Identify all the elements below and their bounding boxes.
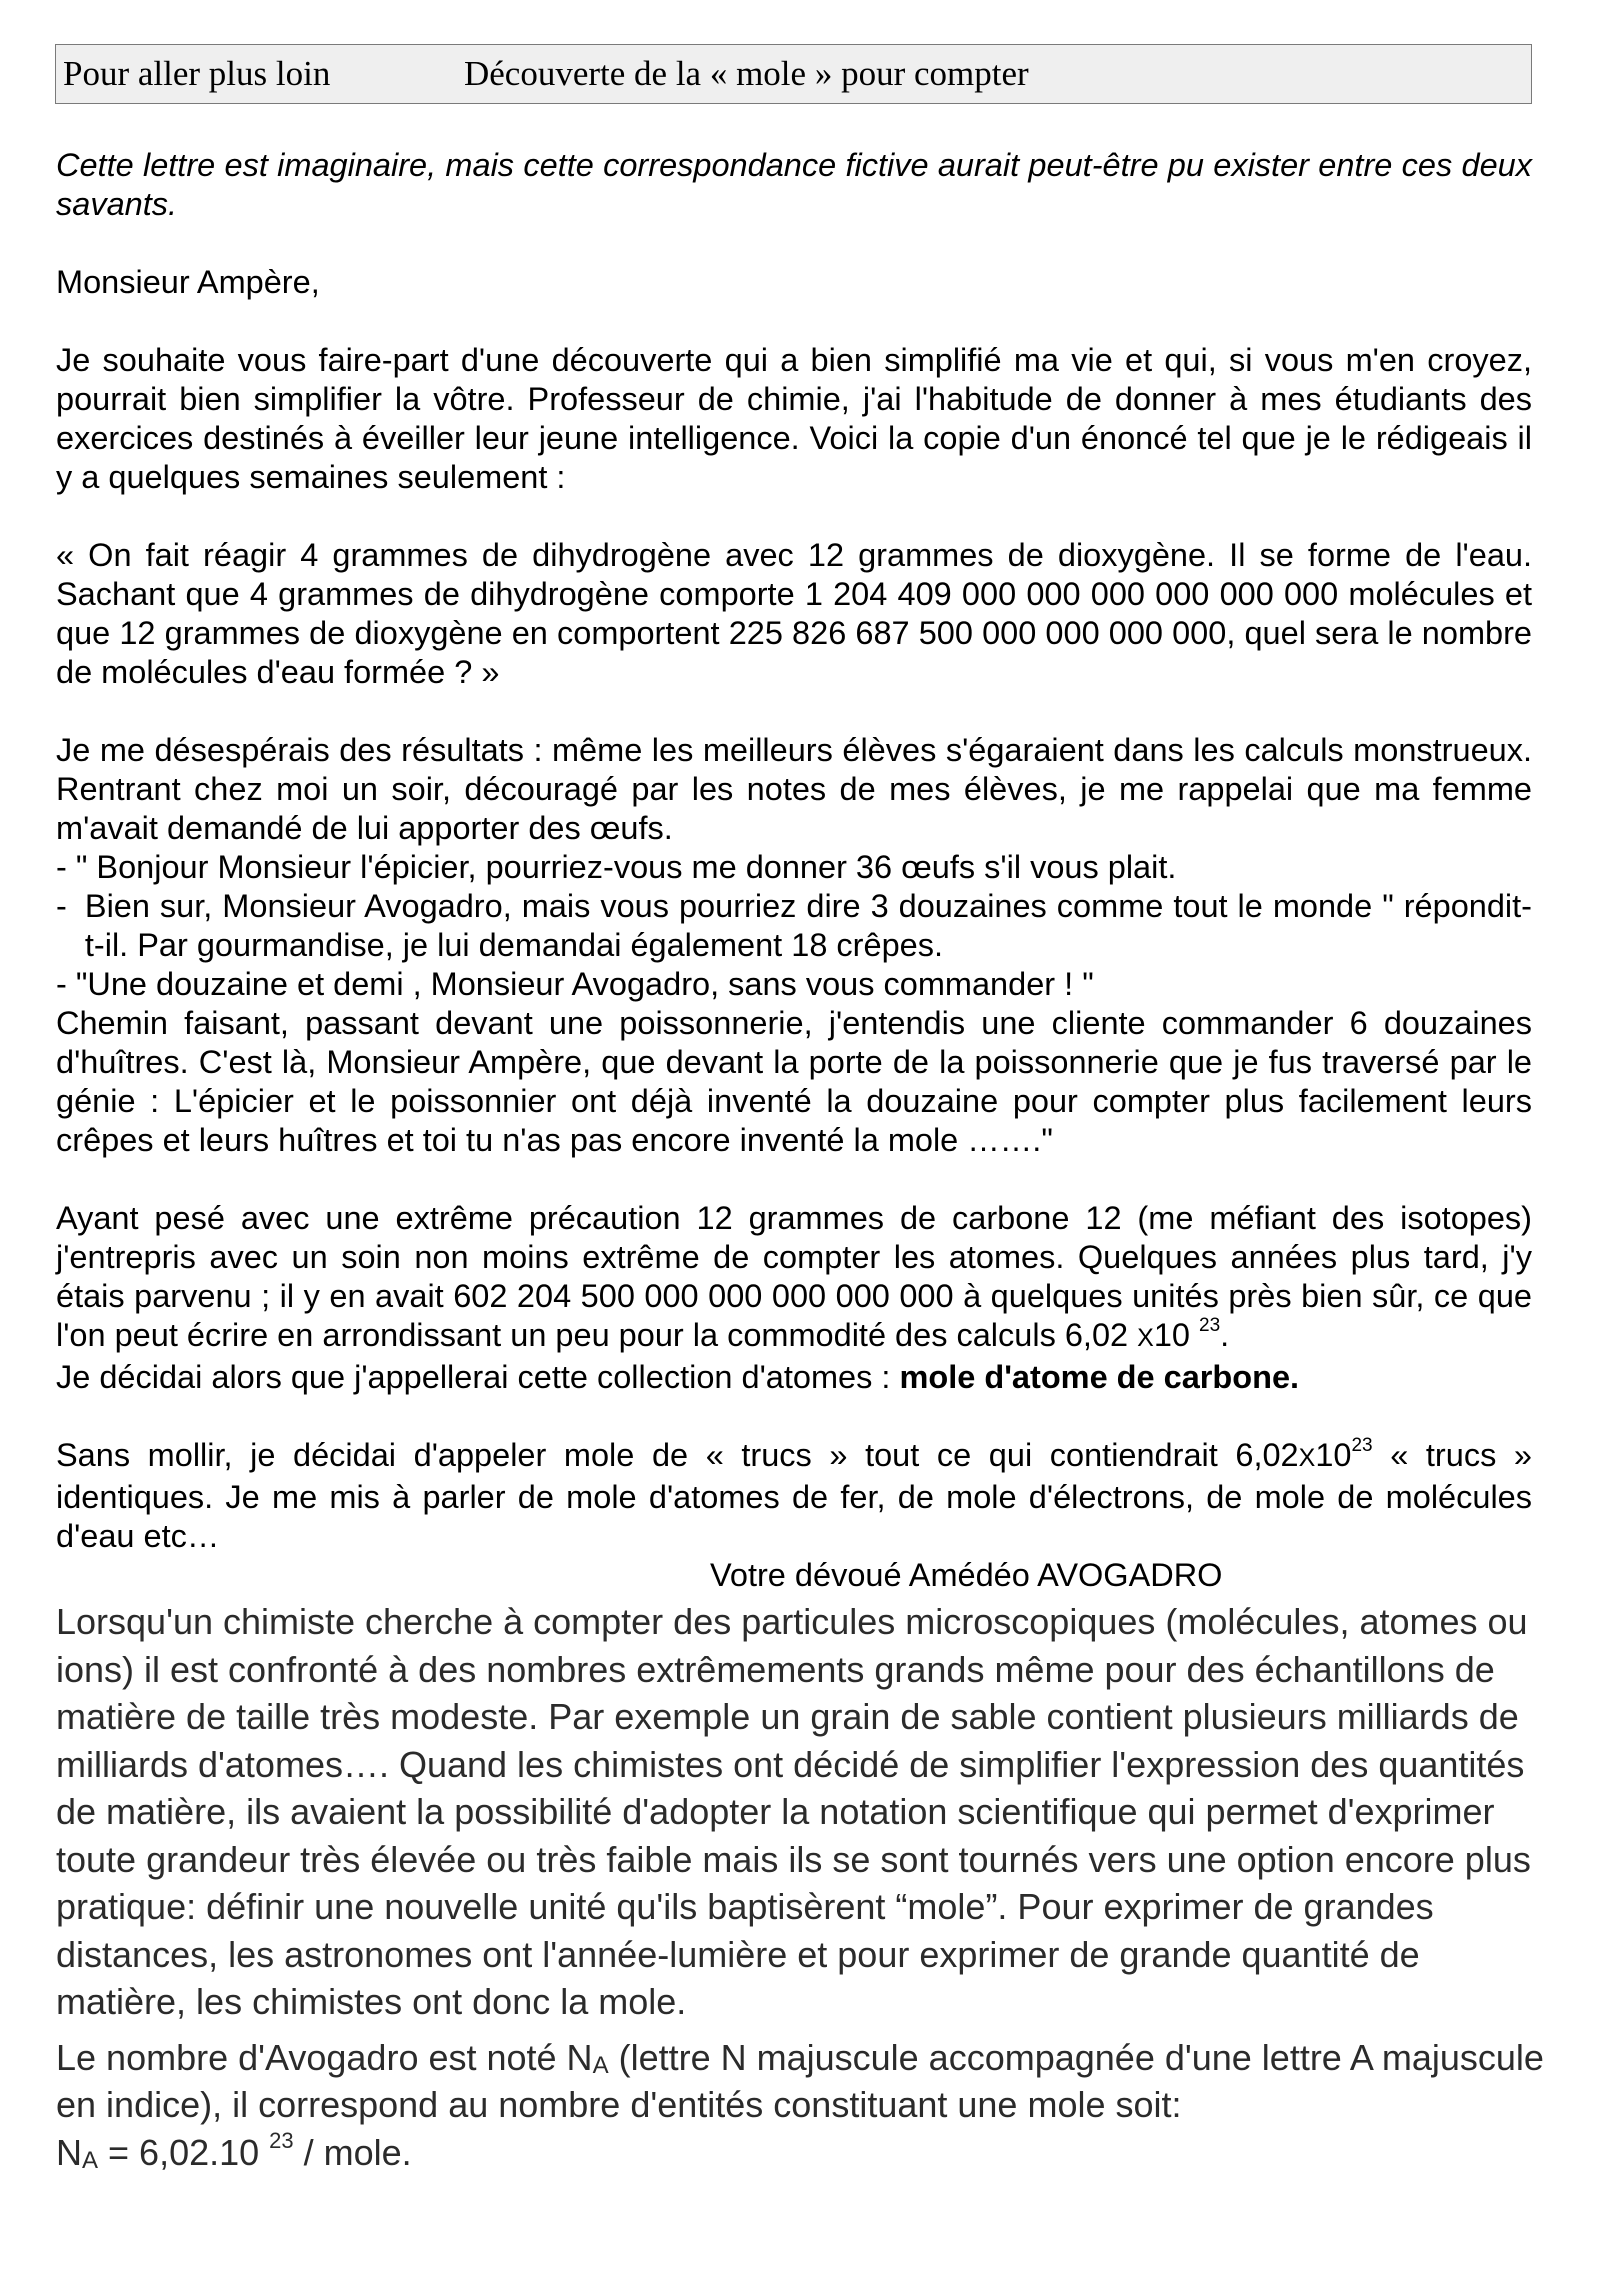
avogadro-formula [56,2129,1546,2177]
dialogue-line-2 [56,887,1532,965]
letter-paragraph-1: Je souhaite vous faire-part d'une découverte qui a bien simplifié ma vie et qui, si vous m'en croyez, pourrait bien simplifier la vôtre. Professeur de chimie, j'ai l'habitude de donner à mes étudiants des exercices destinés à éveiller leur jeune intelligence. Voici la copie d'un énoncé tel que je le rédigeais il y a quelques semaines seulement : [56,342,1532,495]
formula-subscript: A [82,2146,99,2174]
letter [56,146,1532,1595]
formula-value: = 6,02.10 [98,2131,270,2173]
formula-symbol: N [56,2131,82,2173]
dialogue-dash: - [56,888,85,924]
section-label: Pour aller plus loin [63,54,331,93]
letter-paragraph-3: Chemin faisant, passant devant une poissonnerie, j'entendis une cliente commander 6 douzaines d'huîtres. C'est là, Monsieur Ampère, que devant la porte de la poissonnerie que je fus traversé par le génie : L'épicier et le poissonnier ont déjà inventé la douzaine pour compter plus facilement leurs crêpes et leurs huîtres et toi tu n'as pas encore inventé la mole ……." [56,1005,1532,1158]
exercise-quote: « On fait réagir 4 grammes de dihydrogène avec 12 grammes de dioxygène. Il se forme de l'eau. Sachant que 4 grammes de dihydrogène comporte 1 204 409 000 000 000 000 000 000 molécules et que 12 grammes de dioxygène en comportent 225 826 687 500 000 000 000 000, quel sera le nombre de molécules d'eau formée ? » [56,537,1532,690]
letter-paragraph-6-start: Sans mollir, je décidai d'appeler mole de « trucs » tout ce qui contiendrait 6,02 [56,1437,1299,1473]
letter-signature: Votre dévoué Amédéo AVOGADRO [710,1557,1223,1593]
exponent: 23 [1351,1435,1373,1456]
sentence-end: . [1220,1317,1230,1353]
letter-paragraph-5-text: Je décidai alors que j'appellerai cette collection d'atomes : [56,1359,900,1395]
formula-exponent: 23 [269,2127,294,2153]
section-header [55,44,1532,104]
letter-paragraph-4-text: Ayant pesé avec une extrême précaution 12 grammes de carbone 12 (me méfiant des isotopes) j'entrepris avec un soin non moins extrême de compter les atomes. Quelques années plus tard, j'y étais parvenu ; il y en avait 602 204 500 000 000 000 000 000 à quelques unités près bien sûr, ce que l'on peut écrire en arrondissant un peu pour la commodité des calculs 6,02 [56,1200,1532,1353]
times-sign: X [1298,1444,1316,1472]
explanation-paragraph-1: Lorsqu'un chimiste cherche à compter des particules microscopiques (molécules, atomes ou ions) il est confronté à des nombres extrêmements grands même pour des échantillons de matière de taille très modeste. Par exemple un grain de sable contient plusieurs milliards de milliards d'atomes…. Quand les chimistes ont décidé de simplifier l'expression des quantités de matière, ils avaient la possibilité d'adopter la notation scientifique qui permet d'exprimer toute grandeur très élevée ou très faible mais ils se sont tournés vers une option encore plus pratique: définir une nouvelle unité qu'ils baptisèrent “mole”. Pour exprimer de grandes distances, les astronomes ont l'année-lumière et pour exprimer de grande quantité de matière, les chimistes ont donc la mole. [56,1601,1531,2022]
avogadro-sentence-start: Le nombre d'Avogadro est noté N [56,2036,593,2078]
power-base: 10 [1153,1317,1200,1353]
page-title: Découverte de la « mole » pour compter [464,54,1029,93]
subscript-a: A [592,2051,609,2079]
bold-definition: mole d'atome de carbone. [899,1359,1300,1395]
explanation-paragraph-2 [56,2034,1546,2129]
letter-salutation: Monsieur Ampère, [56,264,320,300]
avogadro-sentence-end: (lettre N majuscule accompagnée d'une lettre A majuscule en indice), il correspond au nombre d'entités constituant une mole soit: [56,2036,1544,2125]
dialogue-line-3: - "Une douzaine et demi , Monsieur Avogadro, sans vous commander ! " [56,966,1094,1002]
dialogue-line-2-text: Bien sur, Monsieur Avogadro, mais vous pourriez dire 3 douzaines comme tout le monde " répondit-t-il. Par gourmandise, je lui demandai également 18 crêpes. [84,888,1532,963]
letter-paragraph-2: Je me désespérais des résultats : même les meilleurs élèves s'égaraient dans les calculs monstrueux. Rentrant chez moi un soir, découragé par les notes de mes élèves, je me rappelai que ma femme m'avait demandé de lui apporter des œufs. [56,732,1532,846]
dialogue-line-1: - " Bonjour Monsieur l'épicier, pourriez-vous me donner 36 œufs s'il vous plait. [56,849,1177,885]
exponent: 23 [1199,1315,1221,1336]
letter-paragraph-6 [56,1436,1532,1556]
formula-unit: / mole. [293,2131,412,2173]
explanation [56,1598,1546,2176]
letter-paragraph-4 [56,1199,1532,1358]
letter-paragraph-5 [56,1358,1532,1397]
letter-intro: Cette lettre est imaginaire, mais cette correspondance fictive aurait peut-être pu exister entre ces deux savants. [56,147,1532,222]
letter-paragraph-6-end: « trucs » identiques. Je me mis à parler de mole d'atomes de fer, de mole d'électrons, de mole de molécules d'eau etc… [56,1437,1532,1554]
times-sign: X [1137,1324,1154,1352]
power-base: 10 [1315,1437,1352,1473]
